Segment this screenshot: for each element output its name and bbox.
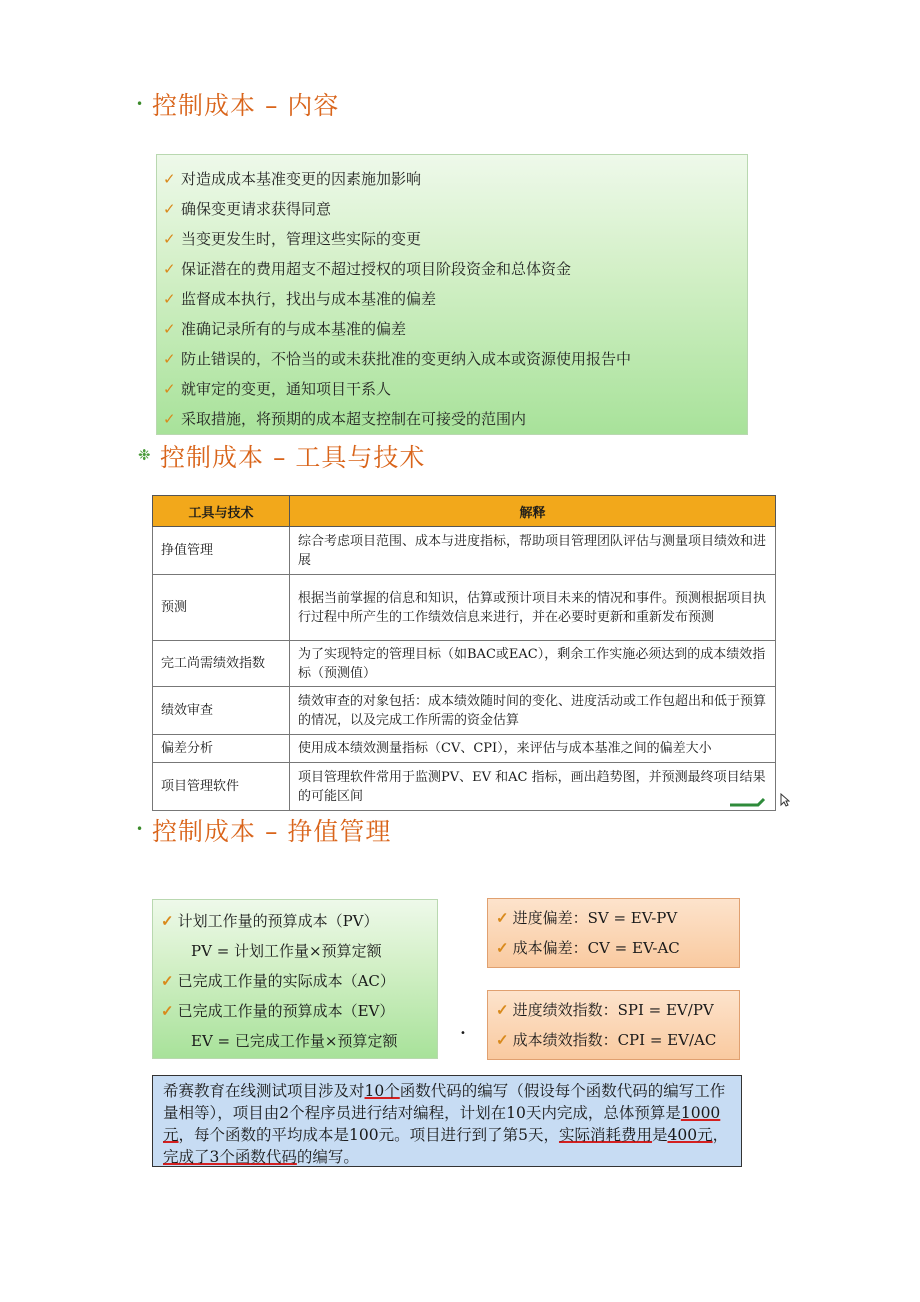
check-icon: ✓ [163, 170, 176, 188]
list-item: ✓ 保证潜在的费用超支不超过授权的项目阶段资金和总体资金 [157, 254, 747, 284]
table-header-desc: 解释 [290, 496, 776, 527]
list-item: ✓ 准确记录所有的与成本基准的偏差 [157, 314, 747, 344]
check-icon: ✓ [163, 380, 176, 398]
list-item: ✓ 已完成工作量的预算成本（EV） [161, 1002, 395, 1020]
list-item: ✓ 确保变更请求获得同意 [157, 194, 747, 224]
check-icon: ✓ [163, 200, 176, 218]
table-row: 项目管理软件 项目管理软件常用于监测PV、EV 和AC 指标，画出趋势图，并预测最终项目结果的可能区间 [153, 763, 776, 811]
check-icon: ✓ [161, 912, 174, 930]
heading-bullet-icon: • [136, 97, 144, 111]
check-icon: ✓ [163, 290, 176, 308]
content-list-box [156, 154, 748, 435]
list-item: ✓ 进度绩效指数：SPI = EV/PV [496, 1001, 714, 1019]
list-item: ✓ 计划工作量的预算成本（PV） [161, 912, 379, 930]
check-icon: ✓ [496, 909, 509, 927]
check-icon: ✓ [496, 1031, 509, 1049]
check-icon: ✓ [161, 1002, 174, 1020]
list-item: ✓ 防止错误的，不恰当的或未获批准的变更纳入成本或资源使用报告中 [157, 344, 747, 374]
table-row: 预测 根据当前掌握的信息和知识，估算或预计项目未来的情况和事件。预测根据项目执行过程中所产生的工作绩效信息来进行，并在必要时更新和重新发布预测 [153, 575, 776, 641]
cursor-icon [780, 793, 790, 807]
ev-definitions-box [152, 899, 438, 1059]
section3-title: 控制成本 – 挣值管理 [152, 817, 392, 846]
list-item: ✓ 当变更发生时，管理这些实际的变更 [157, 224, 747, 254]
list-item: EV = 已完成工作量×预算定额 [191, 1032, 398, 1050]
page-curl-icon [728, 795, 768, 809]
section1-title: 控制成本 – 内容 [152, 91, 340, 120]
heading-bullet-icon: • [136, 822, 144, 836]
table-row: 偏差分析 使用成本绩效测量指标（CV、CPI），来评估与成本基准之间的偏差大小 [153, 735, 776, 763]
table-row: 完工尚需绩效指数 为了实现特定的管理目标（如BAC或EAC），剩余工作实施必须达到的成本绩效指标（预测值） [153, 641, 776, 687]
check-icon: ✓ [163, 230, 176, 248]
check-icon: ✓ [163, 410, 176, 428]
performance-index-box [487, 990, 740, 1060]
section2-title: 控制成本 – 工具与技术 [160, 443, 426, 472]
list-item: ✓ 成本绩效指数：CPI = EV/AC [496, 1031, 717, 1049]
list-item: ✓ 已完成工作量的实际成本（AC） [161, 972, 395, 990]
check-icon: ✓ [163, 350, 176, 368]
table-header-tool: 工具与技术 [153, 496, 290, 527]
list-item: ✓ 就审定的变更，通知项目干系人 [157, 374, 747, 404]
list-item: PV = 计划工作量×预算定额 [191, 942, 382, 960]
list-item: ✓ 监督成本执行，找出与成本基准的偏差 [157, 284, 747, 314]
check-icon: ✓ [161, 972, 174, 990]
check-icon: ✓ [496, 939, 509, 957]
list-item: ✓ 对造成成本基准变更的因素施加影响 [157, 164, 747, 194]
table-row: 挣值管理 综合考虑项目范围、成本与进度指标，帮助项目管理团队评估与测量项目绩效和进展 [153, 527, 776, 575]
list-item: ✓ 成本偏差：CV = EV-AC [496, 939, 680, 957]
variance-box [487, 898, 740, 968]
check-icon: ✓ [163, 260, 176, 278]
list-item: ✓ 采取措施，将预期的成本超支控制在可接受的范围内 [157, 404, 747, 434]
list-item: ✓ 进度偏差：SV = EV-PV [496, 909, 678, 927]
case-study-box: 希赛教育在线测试项目涉及对10个函数代码的编写（假设每个函数代码的编写工作量相等），项目由2个程序员进行结对编程，计划在10天内完成，总体预算是1000元，每个函数的平均成本是100元。项目进行到了第5天，实际消耗费用是400元，完成了3个函数代码的编写。 [152, 1075, 742, 1167]
table-row: 绩效审查 绩效审查的对象包括：成本绩效随时间的变化、进度活动或工作包超出和低于预算的情况，以及完成工作所需的资金估算 [153, 687, 776, 735]
check-icon: ✓ [163, 320, 176, 338]
gear-bullet-icon: ❉ [138, 446, 151, 464]
check-icon: ✓ [496, 1001, 509, 1019]
tools-table [152, 495, 776, 811]
dot-marker: • [460, 1028, 466, 1039]
